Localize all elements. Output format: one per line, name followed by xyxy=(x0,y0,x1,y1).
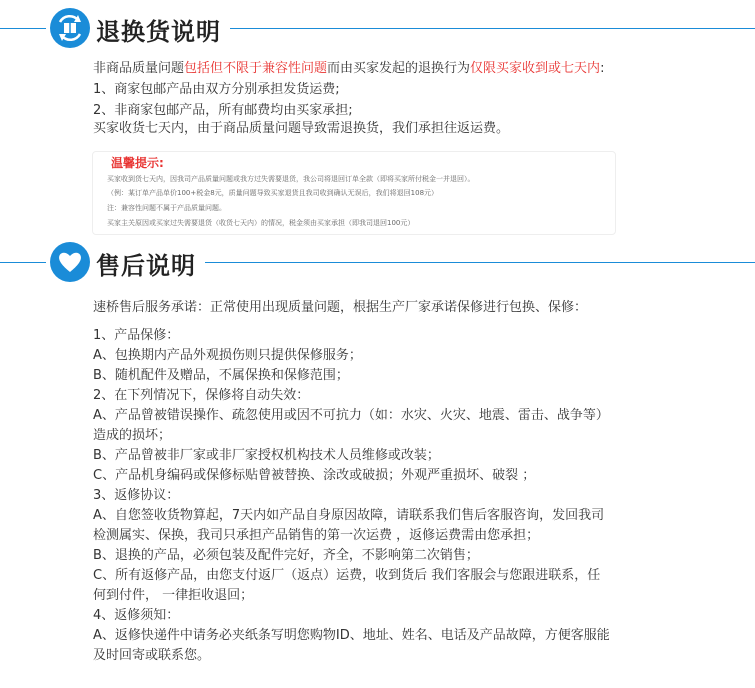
returns-intro-highlight1: 包括但不限于兼容性问题 xyxy=(184,61,328,76)
returns-line-3: 买家收货七天内，由于商品质量问题导致需退换货，我们承担往返运费。 xyxy=(93,121,510,136)
aftersales-line: 2、在下列情况下，保修将自动失效： xyxy=(93,388,310,403)
aftersales-header-line-left xyxy=(0,262,46,263)
returns-title: 退换货说明 xyxy=(96,18,221,46)
aftersales-intro: 速桥售后服务承诺：正常使用出现质量问题，根据生产厂家承诺保修进行包换、保修： xyxy=(93,300,588,315)
returns-intro xyxy=(93,59,604,79)
aftersales-line: 1、产品保修： xyxy=(93,328,180,343)
aftersales-line: A、产品曾被错误操作、疏忽使用或因不可抗力（如：水灾、火灾、地震、雷击、战争等） xyxy=(93,408,609,423)
aftersales-line: A、返修快递件中请务必夹纸条写明您购物ID、地址、姓名、电话及产品故障，方便客服能 xyxy=(93,628,610,643)
exchange-box-icon xyxy=(50,8,90,48)
aftersales-line: A、包换期内产品外观损伤则只提供保修服务； xyxy=(93,348,362,363)
returns-line-2: 2、非商家包邮产品，所有邮费均由买家承担; xyxy=(93,103,353,118)
aftersales-line: 造成的损坏； xyxy=(93,428,172,443)
notice-title: 温馨提示: xyxy=(111,156,164,170)
returns-intro-part3: 而由买家发起的退换行为 xyxy=(327,61,471,76)
returns-intro-part1: 非商品质量问题 xyxy=(93,61,185,76)
returns-header-line-left xyxy=(0,28,46,29)
returns-header-line-right xyxy=(230,28,755,29)
notice-line-2: （例：某订单产品单价100+税金8元，质量问题导致买家退货且我司收到确认无误后，我们将退回108元） xyxy=(107,189,439,197)
aftersales-line: 何到付件， 一律拒收退回； xyxy=(93,588,254,603)
notice-box xyxy=(92,151,616,235)
aftersales-line: A、自您签收货物算起，7天内如产品自身原因故障，请联系我们售后客服咨询，发回我司 xyxy=(93,508,605,523)
aftersales-header xyxy=(0,242,755,282)
notice-line-1: 买家收到货七天内，因我司产品质量问题或我方过失需要退货，我公司将退回订单全款（即将买家所付税金一并退回）。 xyxy=(107,175,475,183)
notice-line-4: 买家主关原因或买家过失需要退货（收货七天内）的情况，税金须由买家承担（即我司退回100元） xyxy=(107,219,415,227)
aftersales-line: B、随机配件及赠品，不属保换和保修范围； xyxy=(93,368,349,383)
aftersales-line: B、产品曾被非厂家或非厂家授权机构技术人员维修或改装； xyxy=(93,448,440,463)
aftersales-line: 检测属实、保换，我司只承担产品销售的第一次运费 ，返修运费需由您承担； xyxy=(93,528,540,543)
aftersales-line: 及时回寄或联系您。 xyxy=(93,648,211,663)
heart-icon xyxy=(50,242,90,282)
returns-intro-highlight2: 仅限买家收到或七天内 xyxy=(470,61,601,76)
returns-header xyxy=(0,8,755,48)
aftersales-header-line-right xyxy=(205,262,755,263)
aftersales-line: C、产品机身编码或保修标贴曾被替换、涂改或破损；外观严重损坏、破裂 ； xyxy=(93,468,536,483)
aftersales-line: 3、返修协议： xyxy=(93,488,180,503)
aftersales-title: 售后说明 xyxy=(96,252,196,280)
notice-line-3: 注：兼容性问题不属于产品质量问题。 xyxy=(107,204,226,212)
aftersales-line: C、所有返修产品，由您支付返厂（返点）运费，收到货后 我们客服会与您跟进联系，任 xyxy=(93,568,601,583)
aftersales-line: 4、返修须知： xyxy=(93,608,180,623)
returns-intro-part5: : xyxy=(600,61,605,76)
aftersales-line: B、退换的产品，必须包装及配件完好，齐全，不影响第二次销售； xyxy=(93,548,479,563)
returns-line-1: 1、商家包邮产品由双方分别承担发货运费; xyxy=(93,82,340,97)
